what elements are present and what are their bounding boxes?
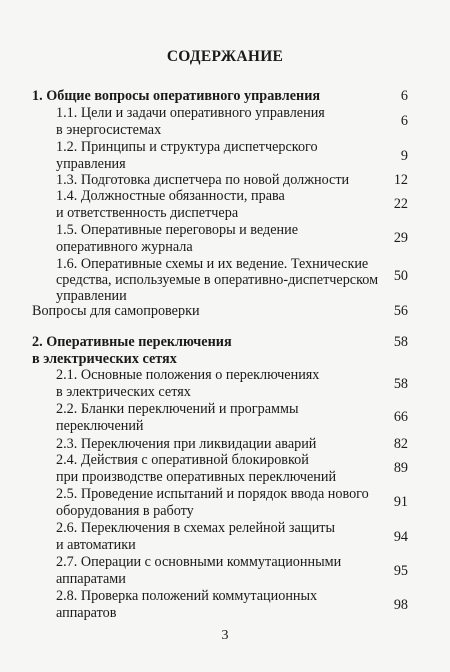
toc-page-number: 22 — [393, 196, 408, 212]
toc-page-number: 9 — [400, 148, 408, 164]
toc-entry-line: оборудования в работу — [56, 503, 194, 519]
toc-page-number: 29 — [393, 230, 408, 246]
toc-page-number: 66 — [393, 409, 408, 425]
toc-entry-line: 2.2. Бланки переключений и программы — [56, 401, 299, 417]
toc-entry-line: 2.1. Основные положения о переключениях — [56, 367, 320, 383]
toc-page-number: 6 — [400, 88, 408, 104]
toc-entry-line: и автоматики — [56, 537, 136, 553]
toc-entry-line: переключений — [56, 418, 144, 434]
toc-entry-line: аппаратами — [56, 571, 126, 587]
toc-entry-line: управления — [56, 156, 126, 172]
toc-page-number: 95 — [393, 563, 408, 579]
toc-page-number: 89 — [393, 460, 408, 476]
toc-entry-line: оперативного журнала — [56, 239, 193, 255]
toc-entry-line: средства, используемые в оперативно-диспетчерском — [56, 272, 379, 288]
toc-entry-line: 1.3. Подготовка диспетчера по новой должности — [56, 172, 350, 188]
toc-entry-line: и ответственность диспетчера — [56, 205, 239, 221]
toc-page-number: 94 — [393, 529, 408, 545]
toc-entry-line: 2.6. Переключения в схемах релейной защиты — [56, 520, 336, 536]
toc-page-number: 50 — [393, 268, 408, 284]
toc-entry-line: аппаратов — [56, 605, 117, 621]
toc-entry-line: 2.4. Действия с оперативной блокировкой — [56, 452, 309, 468]
toc-chapter-2-title: в электрических сетях — [32, 351, 177, 367]
toc-entry-line: 1.5. Оперативные переговоры и ведение — [56, 222, 299, 238]
toc-page-number: 56 — [393, 303, 408, 319]
toc-entry-line: Вопросы для самопроверки — [32, 303, 200, 319]
toc-chapter-2-title: 2. Оперативные переключения — [32, 334, 232, 350]
toc-chapter-1-title: 1. Общие вопросы оперативного управления — [32, 88, 321, 104]
toc-entry-line: 2.3. Переключения при ликвидации аварий — [56, 436, 317, 452]
toc-page-number: 12 — [393, 172, 408, 188]
page-title: СОДЕРЖАНИЕ — [166, 48, 284, 65]
toc-page-number: 58 — [393, 334, 408, 350]
toc-entry-line: 1.4. Должностные обязанности, права — [56, 188, 285, 204]
toc-entry-line: в энергосистемах — [56, 122, 162, 138]
toc-page-number: 82 — [393, 436, 408, 452]
toc-page-number: 98 — [393, 597, 408, 613]
toc-entry-line: управлении — [56, 288, 127, 304]
toc-entry-line: в электрических сетях — [56, 384, 191, 400]
toc-page-number: 58 — [393, 376, 408, 392]
toc-entry-line: 1.2. Принципы и структура диспетчерского — [56, 139, 318, 155]
toc-page-number: 91 — [393, 494, 408, 510]
toc-entry-line: 2.7. Операции с основными коммутационными — [56, 554, 342, 570]
toc-entry-line: 1.6. Оперативные схемы и их ведение. Технические — [56, 256, 369, 272]
page-number: 3 — [221, 628, 229, 643]
toc-entry-line: 1.1. Цели и задачи оперативного управления — [56, 105, 325, 121]
toc-entry-line: 2.5. Проведение испытаний и порядок ввода нового — [56, 486, 369, 502]
toc-page-number: 6 — [400, 113, 408, 129]
toc-entry-line: 2.8. Проверка положений коммутационных — [56, 588, 318, 604]
toc-entry-line: при производстве оперативных переключений — [56, 469, 337, 485]
